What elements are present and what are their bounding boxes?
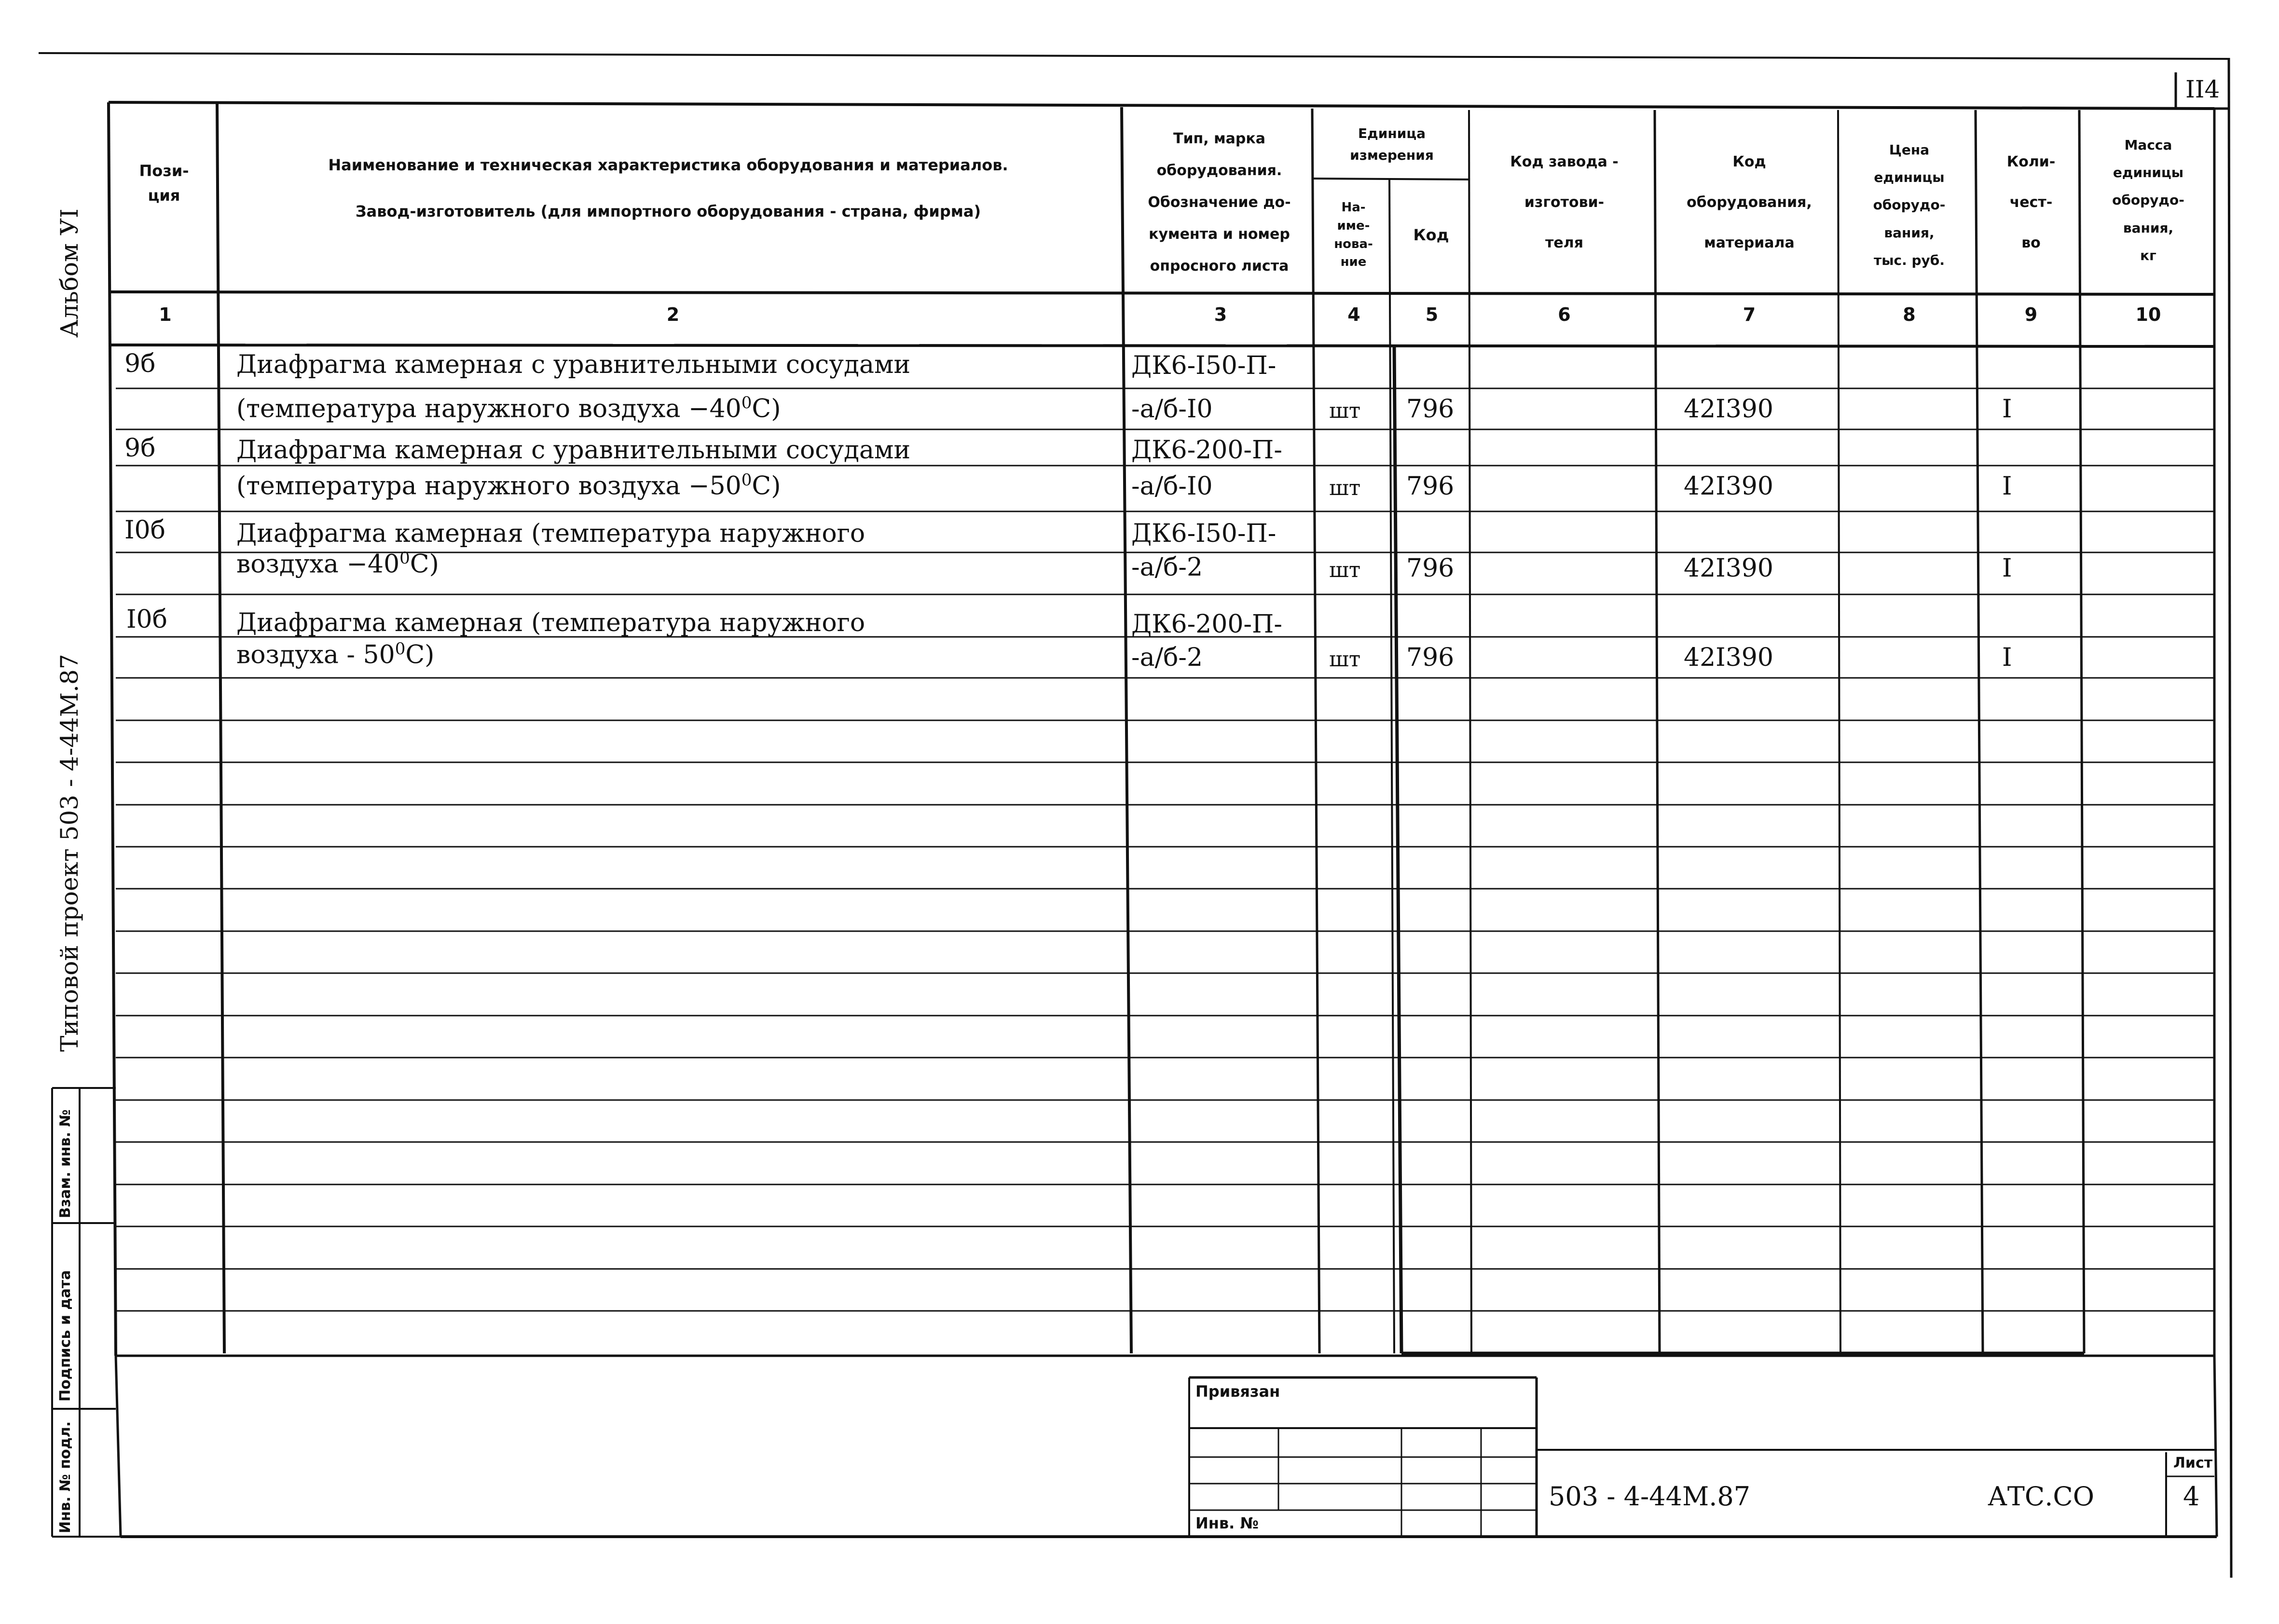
row-unit-code: 796 — [1406, 472, 1455, 501]
header-unit-mass — [2083, 118, 2213, 282]
header-text: тыс. руб. — [1873, 252, 1945, 269]
row-position: I0б — [124, 516, 165, 545]
column-number: 2 — [666, 304, 680, 325]
row-name-line1: Диафрагма камерная с уравнительными сосудами — [236, 350, 911, 379]
name-text: С) — [752, 394, 781, 424]
header-text: Единица — [1358, 125, 1426, 142]
header-text: Код — [1732, 153, 1766, 170]
row-unit: шт — [1329, 647, 1361, 672]
row-name-line2 — [236, 470, 781, 501]
header-text: име- — [1337, 218, 1370, 233]
row-name-line2 — [236, 393, 781, 424]
column-number: 3 — [1214, 304, 1227, 325]
header-text: измерения — [1350, 147, 1434, 163]
column-number: 10 — [2135, 304, 2161, 325]
column-number: 6 — [1558, 304, 1571, 325]
header-text: Масса — [2124, 137, 2172, 153]
header-text: кг — [2140, 248, 2156, 264]
header-text: теля — [1545, 234, 1583, 251]
corner-page-number: II4 — [2185, 75, 2220, 103]
header-text: Код — [1413, 225, 1449, 244]
header-unit-price — [1840, 123, 1978, 287]
row-type-line2: -а/б-I0 — [1131, 395, 1213, 424]
row-unit: шт — [1329, 476, 1361, 500]
name-text: (температура наружного воздуха −50 — [236, 471, 741, 501]
row-quantity: I — [2002, 643, 2012, 672]
header-text: единицы — [2113, 164, 2184, 180]
header-quantity — [1980, 130, 2082, 275]
header-text: Пози- — [139, 161, 189, 180]
row-unit-code: 796 — [1406, 643, 1455, 672]
header-text: оборудо- — [2112, 192, 2184, 208]
header-text: ние — [1340, 255, 1367, 270]
stamp-privyazan: Привязан — [1195, 1382, 1280, 1401]
header-text: Коли- — [2006, 153, 2056, 170]
row-type-line2: -а/б-2 — [1131, 643, 1203, 672]
degree-sup: 0 — [399, 549, 410, 568]
column-number: 5 — [1425, 304, 1439, 325]
name-text: С) — [410, 550, 439, 579]
header-text: вания, — [2123, 220, 2174, 236]
row-position: I0б — [126, 605, 167, 634]
column-number: 7 — [1743, 304, 1756, 325]
stamp-sheet-number: 4 — [2183, 1481, 2200, 1512]
stamp-inv-no: Инв. № — [1195, 1514, 1259, 1532]
header-text: оборудования. — [1156, 162, 1282, 179]
header-unit-code — [1393, 181, 1469, 289]
stamp-sheet-label: Лист — [2173, 1455, 2213, 1472]
row-unit-code: 796 — [1406, 554, 1455, 583]
header-text: Цена — [1889, 141, 1930, 158]
row-name-line2 — [236, 639, 435, 670]
side-box-vzam: Взам. инв. № — [57, 1109, 74, 1218]
name-text: (температура наружного воздуха −40 — [236, 394, 741, 424]
header-position — [111, 145, 217, 222]
name-text: С) — [752, 471, 781, 501]
row-type-line2: -а/б-2 — [1131, 553, 1203, 582]
row-equipment-code: 42I390 — [1684, 395, 1773, 424]
header-text: материала — [1704, 234, 1795, 251]
header-text: оборудования, — [1687, 194, 1812, 211]
row-name-line1: Диафрагма камерная (температура наружного — [236, 519, 865, 548]
row-unit: шт — [1329, 399, 1361, 423]
stamp-document-suffix: АТС.СО — [1988, 1481, 2094, 1512]
row-quantity: I — [2002, 554, 2012, 583]
header-manufacturer-code — [1471, 130, 1657, 275]
row-name-line1: Диафрагма камерная (температура наружного — [236, 608, 865, 637]
header-unit-name — [1316, 181, 1391, 289]
name-text: С) — [405, 640, 435, 670]
row-name-line1: Диафрагма камерная с уравнительными сосудами — [236, 436, 911, 465]
row-type-line1: ДК6-200-П- — [1131, 610, 1282, 639]
row-equipment-code: 42I390 — [1684, 554, 1773, 583]
header-text: Наименование и техническая характеристика оборудования и материалов. — [328, 156, 1008, 174]
row-equipment-code: 42I390 — [1684, 472, 1773, 501]
stamp-document-code: 503 - 4-44М.87 — [1549, 1481, 1751, 1512]
header-text: нова- — [1334, 236, 1373, 251]
name-text: воздуха - 50 — [236, 640, 395, 670]
row-unit: шт — [1329, 558, 1361, 582]
side-box-inv-podl: Инв. № подл. — [57, 1421, 74, 1533]
header-text: Завод-изготовитель (для импортного оборудования - страна, фирма) — [355, 202, 981, 220]
row-position: 9б — [124, 349, 156, 378]
degree-sup: 0 — [741, 393, 752, 413]
header-text: кумента и номер — [1149, 226, 1290, 243]
column-number: 9 — [2024, 304, 2038, 325]
row-position: 9б — [124, 434, 156, 463]
row-equipment-code: 42I390 — [1684, 643, 1773, 672]
side-project-label: Типовой проект 503 - 4-44М.87 — [55, 654, 83, 1052]
row-type-line1: ДК6-200-П- — [1131, 436, 1282, 465]
degree-sup: 0 — [741, 470, 752, 490]
header-text: Тип, марка — [1173, 130, 1265, 147]
header-text: На- — [1341, 200, 1366, 215]
header-text: ция — [148, 186, 180, 205]
name-text: воздуха −40 — [236, 550, 400, 579]
header-text: изготови- — [1524, 194, 1605, 211]
header-equipment-code — [1660, 130, 1839, 275]
header-text: Обозначение до- — [1148, 194, 1291, 211]
header-text: Код завода - — [1510, 153, 1619, 170]
row-type-line1: ДК6-I50-П- — [1131, 351, 1277, 380]
side-box-podpis: Подпись и дата — [57, 1270, 74, 1402]
header-name — [222, 145, 1114, 232]
side-album-label: Альбом УI — [55, 208, 83, 338]
header-text: чест- — [2009, 194, 2053, 211]
header-text: единицы — [1874, 169, 1945, 185]
header-text: вания, — [1884, 224, 1935, 241]
header-type — [1126, 113, 1312, 292]
header-text: опросного листа — [1150, 258, 1289, 275]
header-text: во — [2021, 234, 2041, 251]
row-unit-code: 796 — [1406, 395, 1455, 424]
column-number: 8 — [1903, 304, 1916, 325]
header-text: оборудо- — [1873, 197, 1946, 213]
column-number: 4 — [1347, 304, 1360, 325]
column-number: 1 — [159, 304, 172, 325]
row-name-line2 — [236, 550, 439, 577]
row-quantity: I — [2002, 472, 2012, 501]
row-quantity: I — [2002, 395, 2012, 424]
row-type-line1: ДК6-I50-П- — [1131, 519, 1277, 548]
header-unit-group — [1315, 116, 1469, 174]
row-type-line2: -а/б-I0 — [1131, 472, 1213, 501]
degree-sup: 0 — [395, 639, 406, 659]
